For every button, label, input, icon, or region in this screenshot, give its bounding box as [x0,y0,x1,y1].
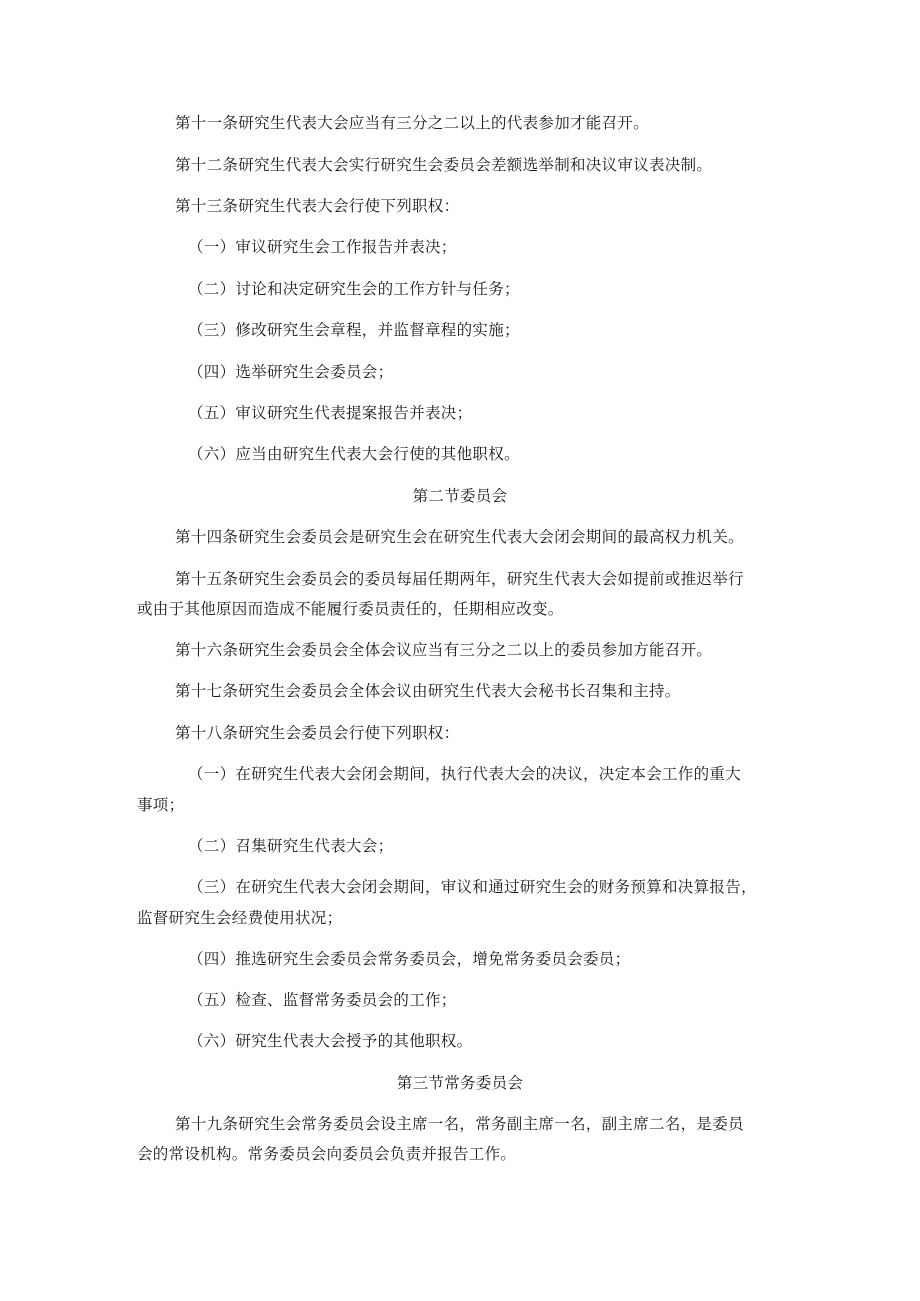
article-18-item-4: （四）推选研究生会委员会常务委员会，增免常务委员会委员； [188,950,631,968]
section-heading-standing-committee: 第三节常务委员会 [396,1074,524,1092]
article-13-item-3: （三）修改研究生会章程，并监督章程的实施； [188,321,520,339]
section-heading-committee: 第二节委员会 [412,487,508,505]
article-18: 第十八条研究生会委员会行使下列职权： [175,724,460,742]
article-18-item-2: （二）召集研究生代表大会； [188,837,394,855]
article-18-item-5: （五）检查、监督常务委员会的工作； [188,991,457,1009]
article-11: 第十一条研究生代表大会应当有三分之二以上的代表参加才能召开。 [175,114,650,132]
article-17: 第十七条研究生会委员会全体会议由研究生代表大会秘书长召集和主持。 [175,682,681,700]
article-15-line-2: 或由于其他原因而造成不能履行委员责任的，任期相应改变。 [137,600,564,618]
article-19-line-2: 会的常设机构。常务委员会向委员会负责并报告工作。 [137,1145,517,1163]
article-19-line-1: 第十九条研究生会常务委员会设主席一名，常务副主席一名，副主席二名，是委员 [175,1115,744,1133]
article-18-item-1-line-2: 事项； [137,796,185,814]
article-13-item-1: （一）审议研究生会工作报告并表决； [188,238,457,256]
article-18-item-1-line-1: （一）在研究生代表大会闭会期间，执行代表大会的决议，决定本会工作的重大 [188,765,742,783]
article-18-item-6: （六）研究生代表大会授予的其他职权。 [188,1032,473,1050]
article-13-item-4: （四）选举研究生会委员会； [188,363,394,381]
article-14: 第十四条研究生会委员会是研究生会在研究生代表大会闭会期间的最高权力机关。 [175,528,744,546]
article-12: 第十二条研究生代表大会实行研究生会委员会差额选举制和决议审议表决制。 [175,156,713,174]
article-18-item-3-line-1: （三）在研究生代表大会闭会期间，审议和通过研究生会的财务预算和决算报告， [188,878,757,896]
article-15-line-1: 第十五条研究生会委员会的委员每届任期两年，研究生代表大会如提前或推迟举行 [175,570,744,588]
article-13-item-5: （五）审议研究生代表提案报告并表决； [188,404,473,422]
article-16: 第十六条研究生会委员会全体会议应当有三分之二以上的委员参加方能召开。 [175,641,713,659]
article-13-item-6: （六）应当由研究生代表大会行使的其他职权。 [188,445,520,463]
article-13-item-2: （二）讨论和决定研究生会的工作方针与任务； [188,280,520,298]
article-18-item-3-line-2: 监督研究生会经费使用状况； [137,909,343,927]
article-13: 第十三条研究生代表大会行使下列职权： [175,197,460,215]
